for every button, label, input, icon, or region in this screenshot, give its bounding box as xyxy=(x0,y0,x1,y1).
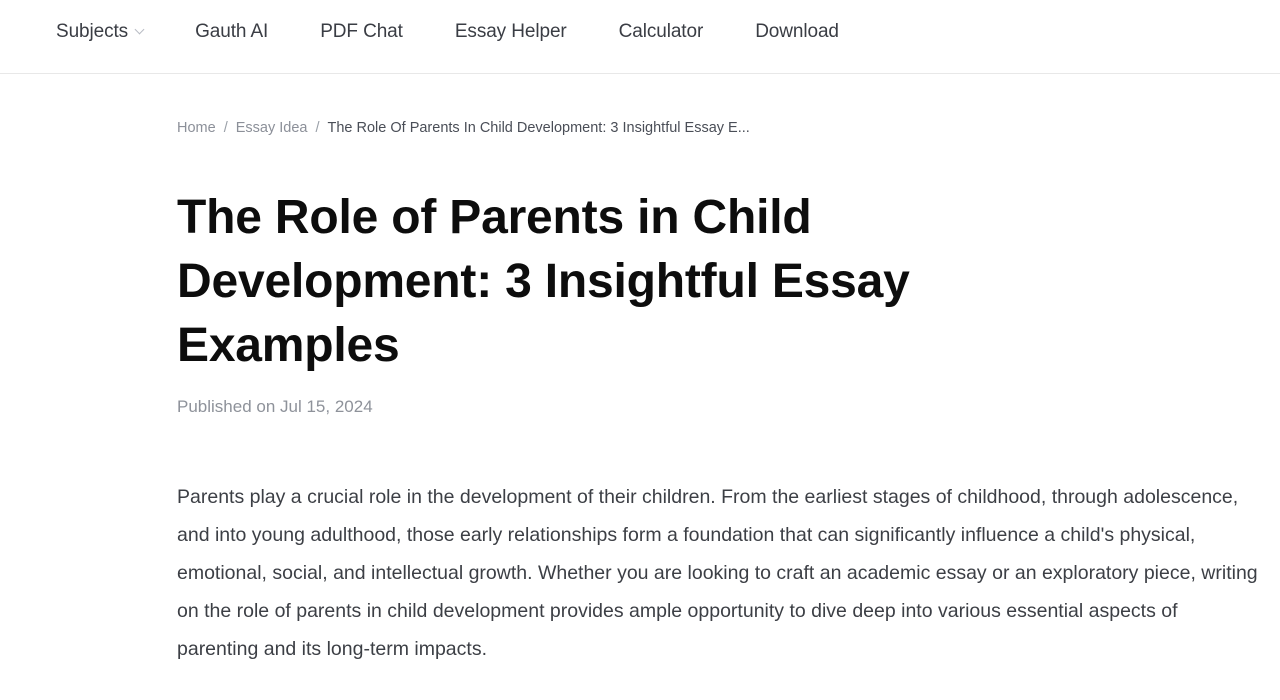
nav-item-calculator[interactable] xyxy=(619,19,704,45)
nav-item-label: Subjects xyxy=(56,21,129,42)
breadcrumb-essay-idea-link[interactable]: Essay Idea xyxy=(235,120,308,136)
page-title: The Role of Parents in Child Development: 3 Insightful Essay Examples xyxy=(177,191,910,372)
nav-item-label: Essay Helper xyxy=(454,21,567,42)
breadcrumb-home-link[interactable]: Home xyxy=(177,120,216,136)
nav-item-label: Download xyxy=(755,21,839,42)
published-date: Published on Jul 15, 2024 xyxy=(177,397,373,416)
top-navigation xyxy=(0,0,1280,74)
nav-item-label: Calculator xyxy=(618,21,704,42)
breadcrumb xyxy=(177,120,750,136)
nav-item-subjects[interactable] xyxy=(56,19,143,45)
breadcrumb-separator: / xyxy=(223,120,228,136)
intro-paragraph: Parents play a crucial role in the development of their children. From the earliest stages of childhood, through adolescence, and into young adulthood, those early relationships form a foundation that can significantly influence a child's physical, emotional, social, and intellectual growth. Whether you are looking to craft an academic essay or an exploratory piece, writing on the role of parents in child development provides ample opportunity to dive deep into various essential aspects of parenting and its long-term impacts. xyxy=(177,486,1258,660)
nav-item-gauth-ai[interactable] xyxy=(195,19,268,45)
nav-item-pdf-chat[interactable] xyxy=(320,19,403,45)
chevron-down-icon xyxy=(135,25,145,35)
nav-item-label: Gauth AI xyxy=(195,21,269,42)
nav-item-label: PDF Chat xyxy=(320,21,403,42)
breadcrumb-separator: / xyxy=(315,120,320,136)
breadcrumb-current-page: The Role Of Parents In Child Development: 3 Insightful Essay E... xyxy=(327,120,750,136)
nav-menu xyxy=(56,19,839,45)
nav-item-download[interactable] xyxy=(755,19,839,45)
nav-item-essay-helper[interactable] xyxy=(455,19,567,45)
